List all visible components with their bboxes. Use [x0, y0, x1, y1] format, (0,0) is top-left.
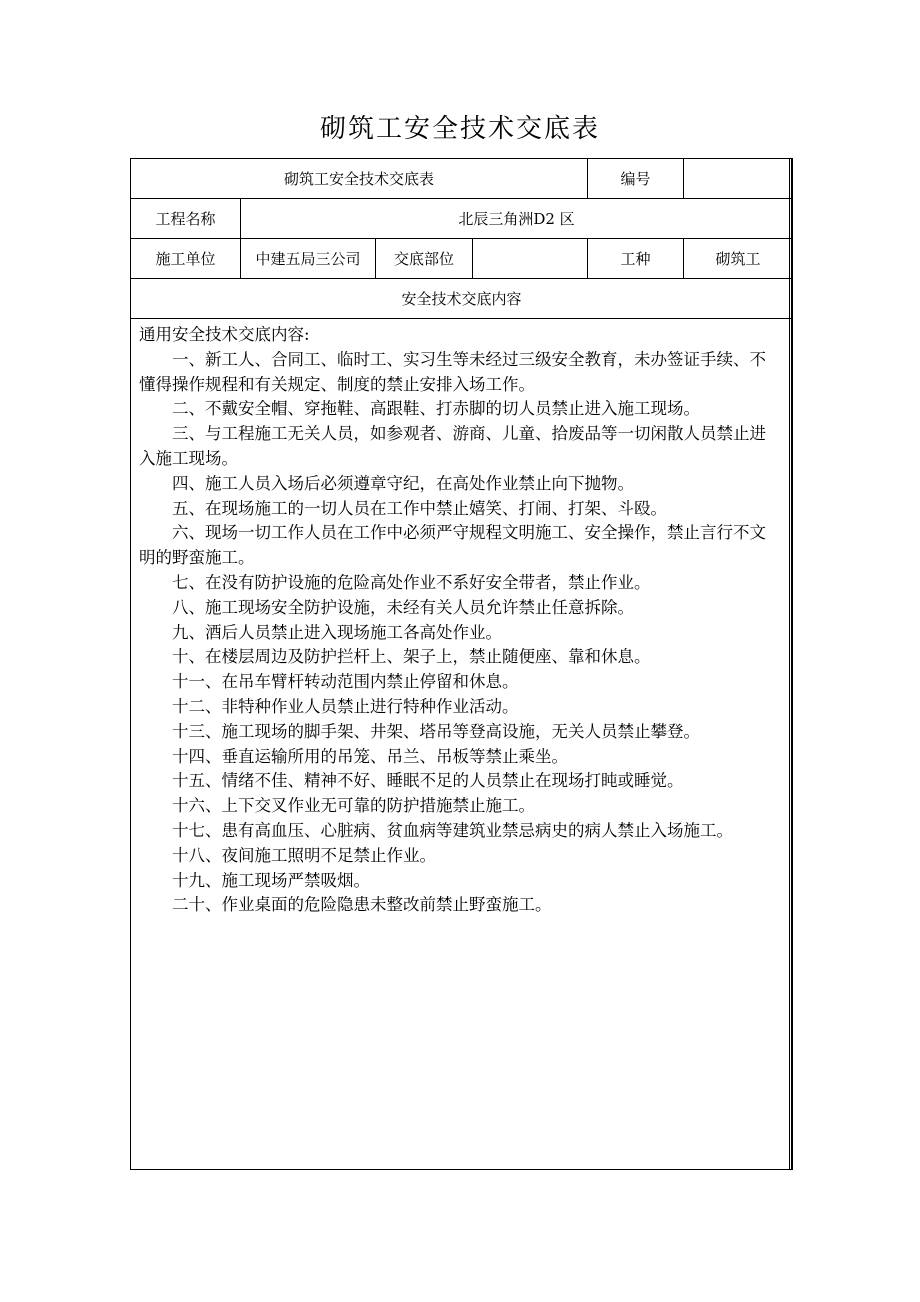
- rule-item: 七、在没有防护设施的危险高处作业不系好安全带者，禁止作业。: [172, 572, 651, 592]
- content-lead: 通用安全技术交底内容:: [139, 325, 310, 344]
- rule-item: 四、施工人员入场后必须遵章守纪，在高处作业禁止向下抛物。: [172, 473, 634, 493]
- header-row: [131, 159, 793, 199]
- rule-item: 一、新工人、合同工、临时工、实习生等未经过三级安全教育，未办签证手续、不懂得操作规程和有关规定、制度的禁止安排入场工作。: [139, 349, 766, 394]
- disclosure-content: [131, 319, 793, 1170]
- unit-row: [131, 239, 793, 279]
- rule-item: 六、现场一切工作人员在工作中必须严守规程文明施工、安全操作，禁止言行不文明的野蛮施工。: [139, 523, 766, 568]
- rule-item: 九、酒后人员禁止进入现场施工各高处作业。: [172, 622, 502, 642]
- construction-unit-value[interactable]: 中建五局三公司: [241, 239, 376, 279]
- project-row: [131, 199, 793, 239]
- rule-item: 十、在楼层周边及防护拦杆上、架子上，禁止随便座、靠和休息。: [172, 647, 651, 667]
- project-name-label: 工程名称: [131, 199, 241, 239]
- number-label-cell: 编号: [588, 159, 684, 199]
- disclosure-part-label: 交底部位: [376, 239, 473, 279]
- rule-item: 十五、情绪不佳、精神不好、睡眠不足的人员禁止在现场打盹或睡觉。: [172, 771, 684, 791]
- section-heading-row: [131, 279, 793, 319]
- form-name-cell: 砌筑工安全技术交底表: [131, 159, 588, 199]
- rule-item: 八、施工现场安全防护设施，未经有关人员允许禁止任意拆除。: [172, 597, 634, 617]
- rule-item: 十四、垂直运输所用的吊笼、吊兰、吊板等禁止乘坐。: [172, 746, 568, 766]
- disclosure-part-value[interactable]: [473, 239, 588, 279]
- rule-item: 十七、患有高血压、心脏病、贫血病等建筑业禁忌病史的病人禁止入场施工。: [172, 820, 733, 840]
- construction-unit-label: 施工单位: [131, 239, 241, 279]
- disclosure-form-table: [130, 158, 793, 1170]
- rule-item: 十二、非特种作业人员禁止进行特种作业活动。: [172, 696, 519, 716]
- rule-item: 十六、上下交叉作业无可靠的防护措施禁止施工。: [172, 796, 535, 816]
- rule-item: 十八、夜间施工照明不足禁止作业。: [172, 845, 436, 865]
- rule-item: 五、在现场施工的一切人员在工作中禁止嬉笑、打闹、打架、斗殴。: [172, 498, 667, 518]
- rule-item: 二、不戴安全帽、穿拖鞋、高跟鞋、打赤脚的切人员禁止进入施工现场。: [172, 399, 700, 419]
- number-value-cell[interactable]: [684, 159, 793, 199]
- project-name-value[interactable]: 北辰三角洲D2 区: [241, 199, 793, 239]
- section-heading: 安全技术交底内容: [131, 279, 793, 319]
- table-double-border: [789, 158, 792, 1169]
- rule-item: 十一、在吊车臂杆转动范围内禁止停留和休息。: [172, 672, 519, 692]
- rule-item: 二十、作业桌面的危险隐患未整改前禁止野蛮施工。: [172, 895, 552, 915]
- trade-label: 工种: [588, 239, 684, 279]
- rule-item: 三、与工程施工无关人员，如参观者、游商、儿童、拾废品等一切闲散人员禁止进入施工现场。: [139, 424, 766, 468]
- content-row: [131, 319, 793, 1170]
- trade-value[interactable]: 砌筑工: [684, 239, 793, 279]
- rule-item: 十九、施工现场严禁吸烟。: [172, 870, 370, 890]
- document-title: 砌筑工安全技术交底表: [319, 114, 600, 144]
- rule-item: 十三、施工现场的脚手架、井架、塔吊等登高设施，无关人员禁止攀登。: [172, 721, 700, 741]
